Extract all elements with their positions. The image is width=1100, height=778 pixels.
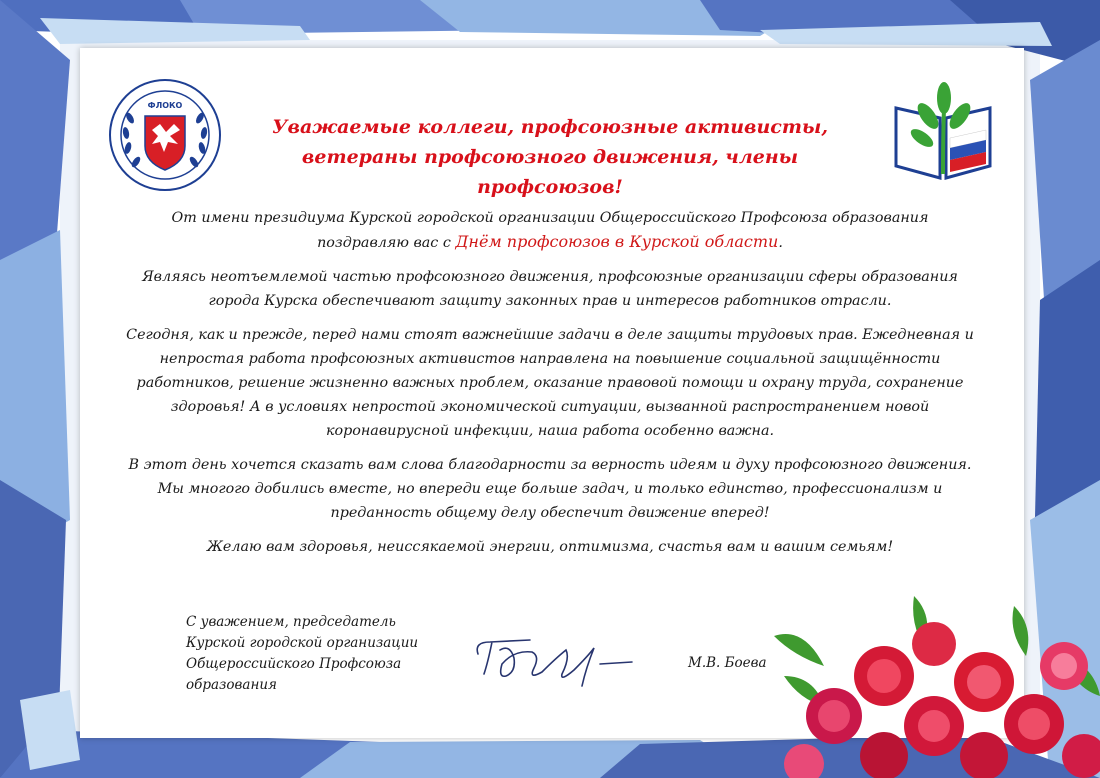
paragraph-greeting [120, 206, 980, 255]
paragraph-greeting-text-2: поздравляю вас с [317, 235, 456, 251]
emblem-abbreviation: ФЛОКО [147, 101, 183, 110]
union-emblem-logo [108, 78, 222, 192]
signature-block [186, 612, 446, 696]
roses-bouquet-image [764, 596, 1100, 778]
signer-name: М.В. Боева [688, 655, 767, 671]
paragraph-tasks: Сегодня, как и прежде, перед нами стоят важнейшие задачи в деле защиты трудовых прав. Ежедневная и непростая работа профсоюзных активистов направлена на повышение социальной защищённости работников, решение жизненно важных проблем, оказание правовой помощи и охрану труда, сохранение здоровья! А в условиях непростой экономической ситуации, вызванной распространением новой коронавирусной инфекции, наша работа особенно важна. [126, 327, 974, 439]
heading-line-1: Уважаемые коллеги, профсоюзные активисты, [272, 116, 828, 138]
paragraph-greeting-text: От имени президиума Курской городской организации Общероссийского Профсоюза образования [171, 210, 929, 226]
letter-body [120, 206, 980, 569]
heading-line-2: ветераны профсоюзного движения, члены профсоюзов! [301, 146, 799, 198]
signature-line-4: образования [186, 677, 277, 693]
signature-line-3: Общероссийского Профсоюза [186, 656, 402, 672]
holiday-name-highlight: Днём профсоюзов в Курской области [455, 232, 779, 251]
signature-line-1: С уважением, председатель [186, 614, 396, 630]
paragraph-gratitude: В этот день хочется сказать вам слова благодарности за верность идеям и духу профсоюзного движения. Мы многого добились вместе, но впереди еще больше задач, и только единство, профессионализм и преданность общему делу обеспечит движение вперед! [128, 457, 972, 521]
education-union-logo [888, 78, 998, 182]
paragraph-greeting-end: . [778, 235, 783, 251]
paragraph-wishes: Желаю вам здоровья, неиссякаемой энергии, оптимизма, счастья вам и вашим семьям! [206, 539, 894, 555]
letter-heading [250, 112, 850, 202]
handwritten-signature [470, 628, 650, 690]
paragraph-role: Являясь неотъемлемой частью профсоюзного движения, профсоюзные организации сферы образования города Курска обеспечивают защиту законных прав и интересов работников отрасли. [142, 269, 958, 309]
signature-line-2: Курской городской организации [186, 635, 419, 651]
